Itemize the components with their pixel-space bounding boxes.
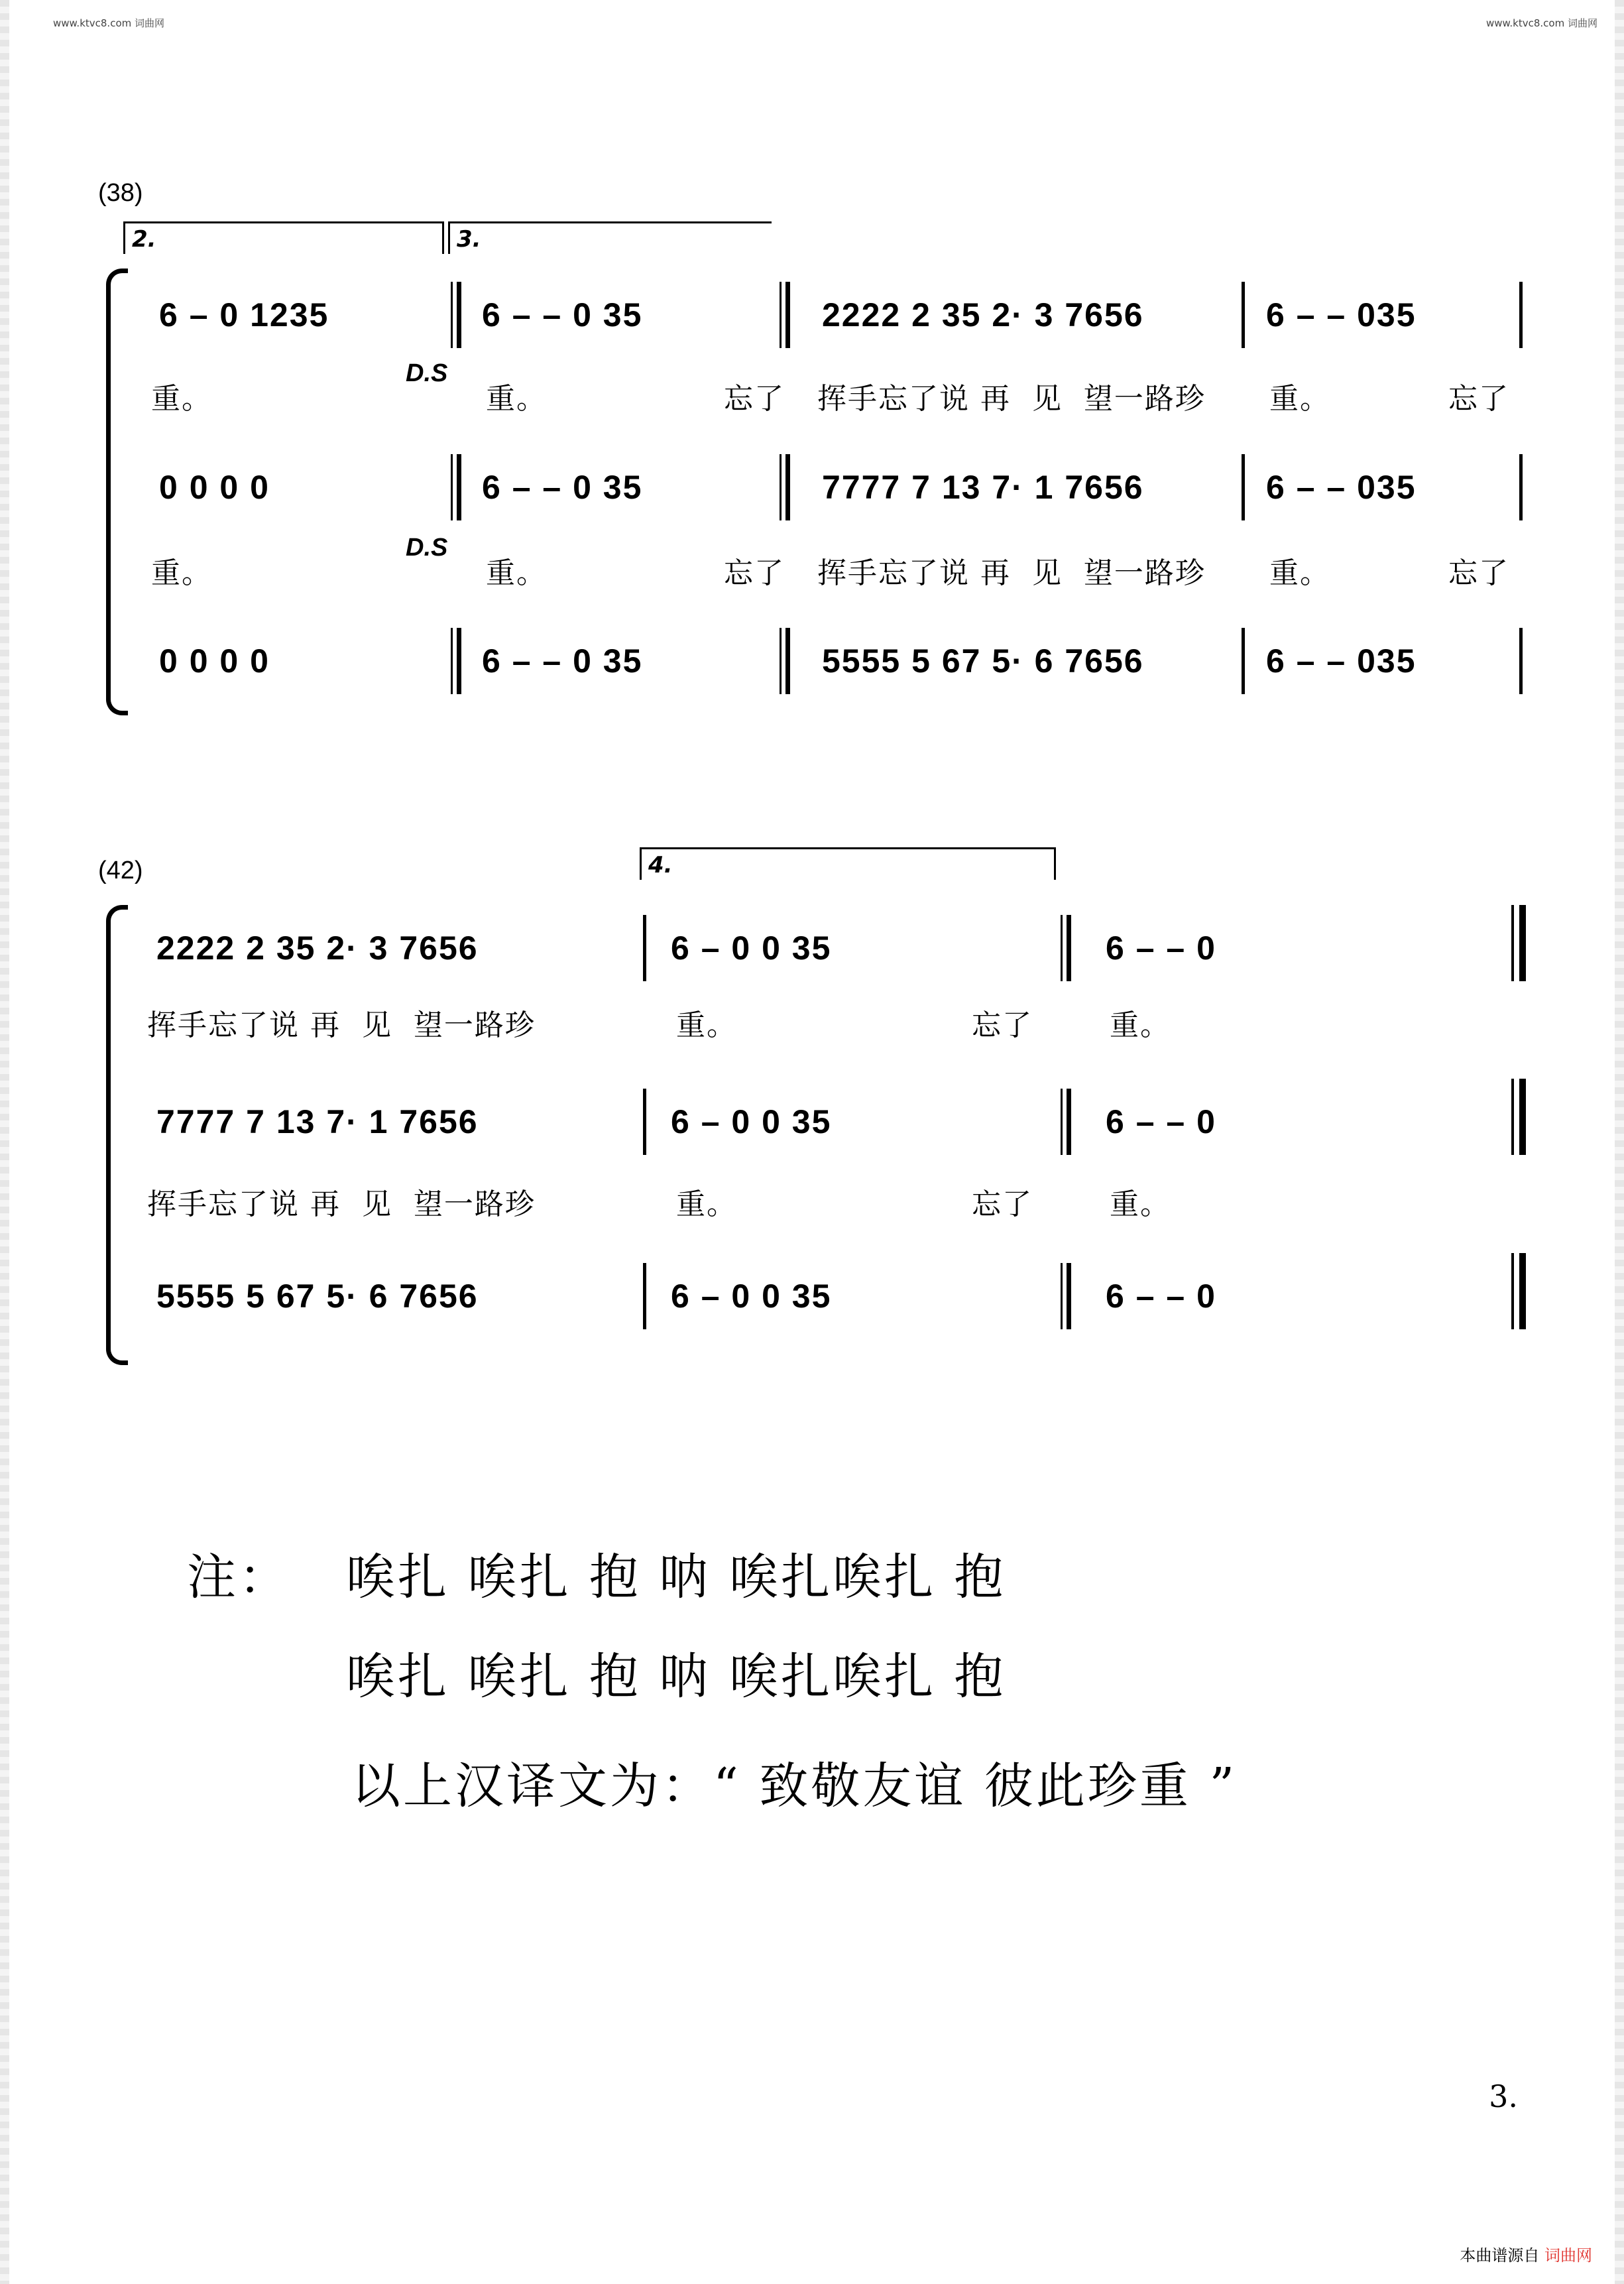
page-number: 3. bbox=[1489, 2078, 1518, 2114]
double-barline bbox=[451, 628, 461, 694]
notes-measure: 6 – – 035 bbox=[1266, 469, 1417, 506]
system-brace bbox=[106, 905, 128, 1365]
volta-label: 4. bbox=[648, 852, 673, 878]
repeat-end-barline bbox=[1061, 1263, 1071, 1329]
volta-label: 3. bbox=[457, 226, 481, 253]
lyric: 挥手忘了说 再 见 望一路珍 bbox=[147, 1187, 536, 1221]
final-barline bbox=[1511, 905, 1526, 981]
lyric: 忘了 bbox=[972, 1008, 1033, 1042]
lyric: 重。 bbox=[1110, 1008, 1171, 1042]
barline bbox=[1242, 454, 1245, 520]
footer-site-link[interactable]: 词曲网 bbox=[1544, 2246, 1592, 2265]
lyric: 重。 bbox=[1269, 382, 1330, 416]
barline bbox=[643, 915, 646, 981]
notes-measure: 6 – – 035 bbox=[1266, 642, 1417, 680]
repeat-start-barline bbox=[780, 454, 790, 520]
notes-measure: 6 – – 0 bbox=[1106, 930, 1216, 967]
repeat-start-barline bbox=[780, 628, 790, 694]
lyric: 重。 bbox=[486, 382, 547, 416]
system-brace bbox=[106, 269, 128, 715]
lyric: 重。 bbox=[676, 1187, 737, 1221]
footer-prefix: 本曲谱源自 bbox=[1460, 2246, 1540, 2265]
notes-measure: 2222 2 35 2· 3 7656 bbox=[822, 296, 1144, 333]
lyric: 重。 bbox=[1269, 556, 1330, 590]
notes-measure: 6 – – 035 bbox=[1266, 296, 1417, 333]
notes-measure: 0 0 0 0 bbox=[159, 469, 270, 506]
measure-number: (42) bbox=[98, 857, 143, 884]
note-label: 注： bbox=[187, 1549, 290, 1606]
footer-source bbox=[1460, 2242, 1592, 2265]
notes-measure: 5555 5 67 5· 6 7656 bbox=[156, 1278, 479, 1315]
notes-measure: 6 – – 0 35 bbox=[482, 296, 643, 333]
double-barline bbox=[451, 454, 461, 520]
repeat-start-barline bbox=[780, 282, 790, 348]
note-line: 唉扎 唉扎 抱 呐 唉扎唉扎 抱 bbox=[346, 1648, 1006, 1705]
barline bbox=[1519, 282, 1523, 348]
notes-measure: 7777 7 13 7· 1 7656 bbox=[822, 469, 1144, 506]
lyric: 挥手忘了说 再 见 望一路珍 bbox=[817, 382, 1206, 416]
lyric: 忘了 bbox=[972, 1187, 1033, 1221]
lyric: 挥手忘了说 再 见 望一路珍 bbox=[147, 1008, 536, 1042]
notes-measure: 6 – – 0 bbox=[1106, 1103, 1216, 1140]
volta-bracket-2 bbox=[123, 221, 444, 254]
lyric: 忘了 bbox=[1448, 382, 1509, 416]
right-margin-strip bbox=[1615, 0, 1624, 2284]
notes-measure: 6 – 0 0 35 bbox=[671, 930, 832, 967]
repeat-end-barline bbox=[1061, 915, 1071, 981]
volta-bracket-3 bbox=[448, 221, 772, 254]
lyric: 重。 bbox=[676, 1008, 737, 1042]
lyric: 重。 bbox=[151, 382, 212, 416]
barline bbox=[1519, 628, 1523, 694]
lyric: 重。 bbox=[486, 556, 547, 590]
header-site-left: www.ktvc8.com 词曲网 bbox=[53, 17, 165, 29]
volta-bracket-4 bbox=[640, 847, 1056, 880]
ds-mark: D.S bbox=[406, 359, 448, 387]
barline bbox=[1242, 282, 1245, 348]
lyric: 忘了 bbox=[724, 382, 785, 416]
barline bbox=[1242, 628, 1245, 694]
final-barline bbox=[1511, 1079, 1526, 1155]
notes-measure: 6 – – 0 35 bbox=[482, 469, 643, 506]
notes-measure: 0 0 0 0 bbox=[159, 642, 270, 680]
barline bbox=[643, 1263, 646, 1329]
ds-mark: D.S bbox=[406, 534, 448, 562]
barline bbox=[1519, 454, 1523, 520]
final-barline bbox=[1511, 1253, 1526, 1329]
notes-measure: 6 – 0 1235 bbox=[159, 296, 329, 333]
lyric: 重。 bbox=[151, 556, 212, 590]
translation-line: 以上汉译文为：“ 致敬友谊 彼此珍重 ” bbox=[351, 1758, 1238, 1815]
notes-measure: 6 – 0 0 35 bbox=[671, 1103, 832, 1140]
lyric: 忘了 bbox=[724, 556, 785, 590]
notes-measure: 6 – – 0 bbox=[1106, 1278, 1216, 1315]
measure-number: (38) bbox=[98, 179, 143, 207]
header-site-right: www.ktvc8.com 词曲网 bbox=[1485, 17, 1597, 29]
lyric: 重。 bbox=[1110, 1187, 1171, 1221]
barline bbox=[643, 1089, 646, 1155]
notes-measure: 6 – 0 0 35 bbox=[671, 1278, 832, 1315]
note-line: 唉扎 唉扎 抱 呐 唉扎唉扎 抱 bbox=[346, 1549, 1006, 1606]
volta-label: 2. bbox=[132, 226, 156, 253]
lyric: 挥手忘了说 再 见 望一路珍 bbox=[817, 556, 1206, 590]
notes-measure: 2222 2 35 2· 3 7656 bbox=[156, 930, 479, 967]
double-barline bbox=[451, 282, 461, 348]
repeat-end-barline bbox=[1061, 1089, 1071, 1155]
notes-measure: 7777 7 13 7· 1 7656 bbox=[156, 1103, 479, 1140]
left-margin-strip bbox=[0, 0, 9, 2284]
lyric: 忘了 bbox=[1448, 556, 1509, 590]
notes-measure: 5555 5 67 5· 6 7656 bbox=[822, 642, 1144, 680]
notes-measure: 6 – – 0 35 bbox=[482, 642, 643, 680]
